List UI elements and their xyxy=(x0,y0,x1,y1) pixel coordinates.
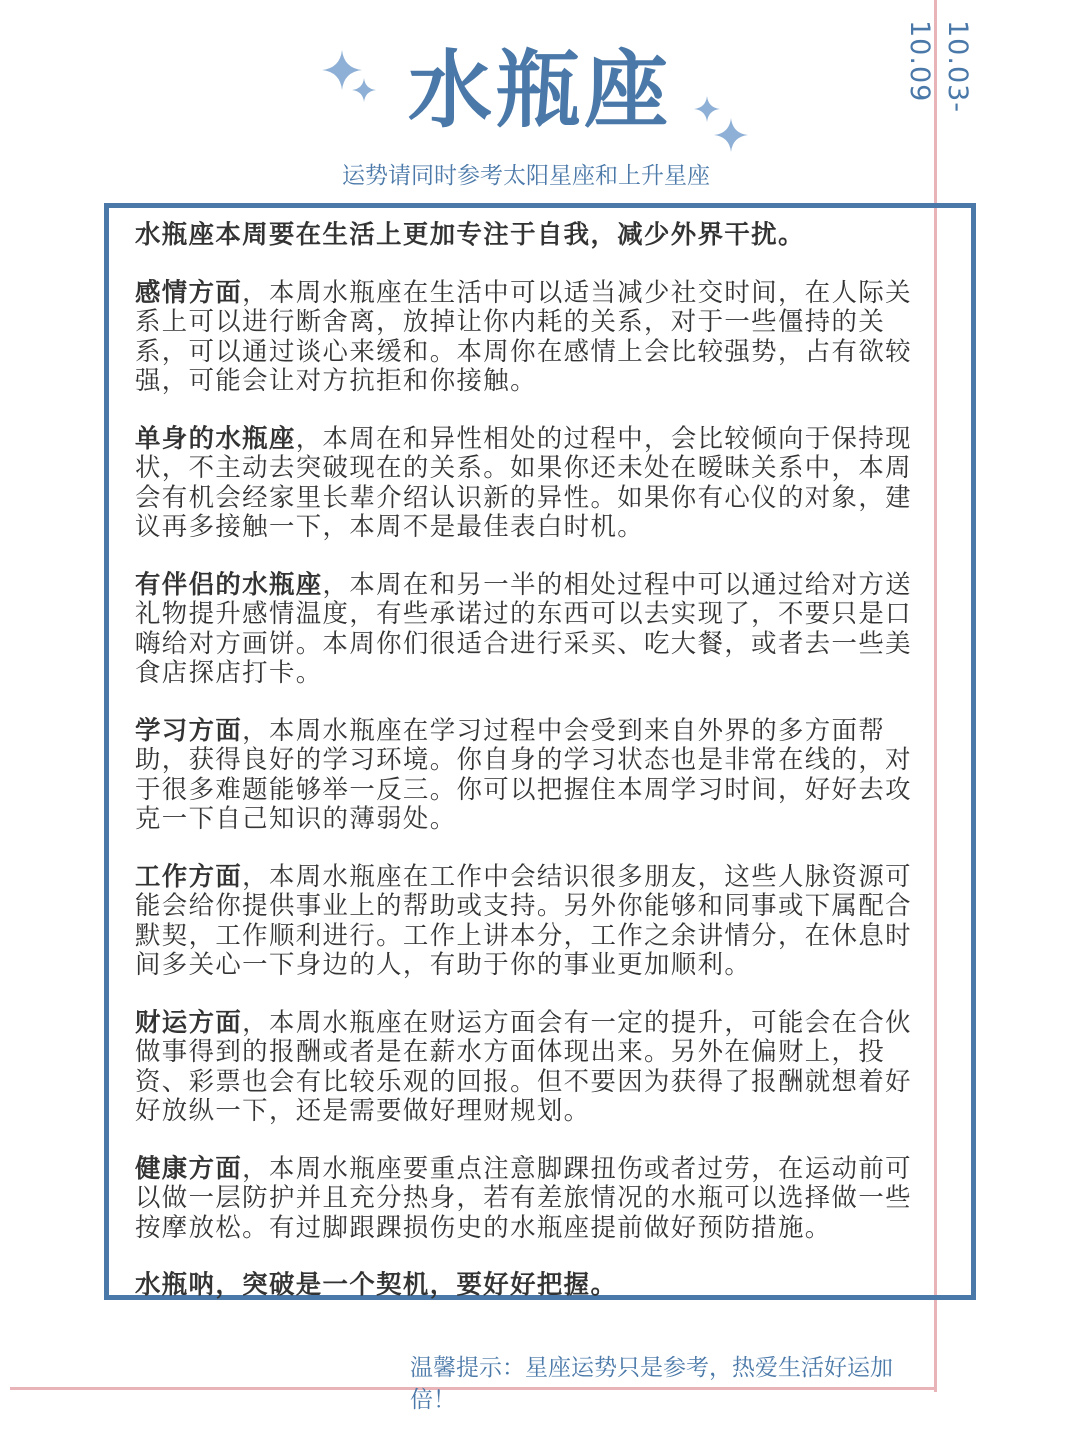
closing-paragraph: 水瓶呐，突破是一个契机，要好好把握。 xyxy=(135,1269,618,1299)
section-text: ，本周水瓶座在财运方面会有一定的提升，可能会在合伙做事得到的报酬或者是在薪水方面体现出来。另外在偏财上，投资、彩票也会有比较乐观的回报。但不要因为获得了报酬就想着好好放纵一下，还是需要做好理财规划。 xyxy=(135,1006,912,1125)
intro-paragraph: 水瓶座本周要在生活上更加专注于自我，减少外界干扰。 xyxy=(135,219,805,249)
section-text: ，本周在和异性相处的过程中，会比较倾向于保持现状，不主动去突破现在的关系。如果你还未处在暧昧关系中，本周会有机会经家里长辈介绍认识新的异性。如果你有心仪的对象，建议再多接触一下，本周不是最佳表白时机。 xyxy=(135,422,912,541)
section-heading: 健康方面 xyxy=(135,1152,243,1183)
section-paragraph xyxy=(135,1008,915,1126)
section-paragraph xyxy=(135,862,915,980)
section-text: ，本周水瓶座在生活中可以适当减少社交时间，在人际关系上可以进行断舍离，放掉让你内耗的关系，对于一些僵持的关系，可以通过谈心来缓和。本周你在感情上会比较强势，占有欲较强，可能会让对方抗拒和你接触。 xyxy=(135,276,912,395)
page-title: 水瓶座 xyxy=(407,41,672,139)
section-text: ，本周水瓶座在学习过程中会受到来自外界的多方面帮助，获得良好的学习环境。你自身的学习状态也是非常在线的，对于很多难题能够举一反三。你可以把握住本周学习时间，好好去攻克一下自己知识的薄弱处。 xyxy=(135,714,912,833)
section-heading: 有伴侣的水瓶座 xyxy=(135,568,323,599)
section-text: ，本周水瓶座要重点注意脚踝扭伤或者过劳，在运动前可以做一层防护并且充分热身，若有差旅情况的水瓶可以选择做一些按摩放松。有过脚跟踝损伤史的水瓶座提前做好预防措施。 xyxy=(135,1152,912,1242)
section-heading: 财运方面 xyxy=(135,1006,243,1037)
date-range: 10.03-10.09 xyxy=(904,20,973,114)
footer-tip: 温馨提示：星座运势只是参考，热爱生活好运加倍！ xyxy=(410,1355,893,1413)
page-subtitle: 运势请同时参考太阳星座和上升星座 xyxy=(342,163,710,189)
section-paragraph xyxy=(135,278,915,396)
section-paragraph xyxy=(135,424,915,542)
section-heading: 单身的水瓶座 xyxy=(135,422,296,453)
section-text: ，本周在和另一半的相处过程中可以通过给对方送礼物提升感情温度，有些承诺过的东西可以去实现了，不要只是口嗨给对方画饼。本周你们很适合进行采买、吃大餐，或者去一些美食店探店打卡。 xyxy=(135,568,912,687)
section-paragraph xyxy=(135,1154,915,1243)
horoscope-content xyxy=(135,220,915,1328)
section-heading: 学习方面 xyxy=(135,714,243,745)
section-heading: 工作方面 xyxy=(135,860,243,891)
section-text: ，本周水瓶座在工作中会结识很多朋友，这些人脉资源可能会给你提供事业上的帮助或支持。另外你能够和同事或下属配合默契，工作顺利进行。工作上讲本分，工作之余讲情分，在休息时间多关心一下身边的人，有助于你的事业更加顺利。 xyxy=(135,860,912,979)
section-heading: 感情方面 xyxy=(135,276,243,307)
section-paragraph xyxy=(135,570,915,688)
section-paragraph xyxy=(135,716,915,834)
